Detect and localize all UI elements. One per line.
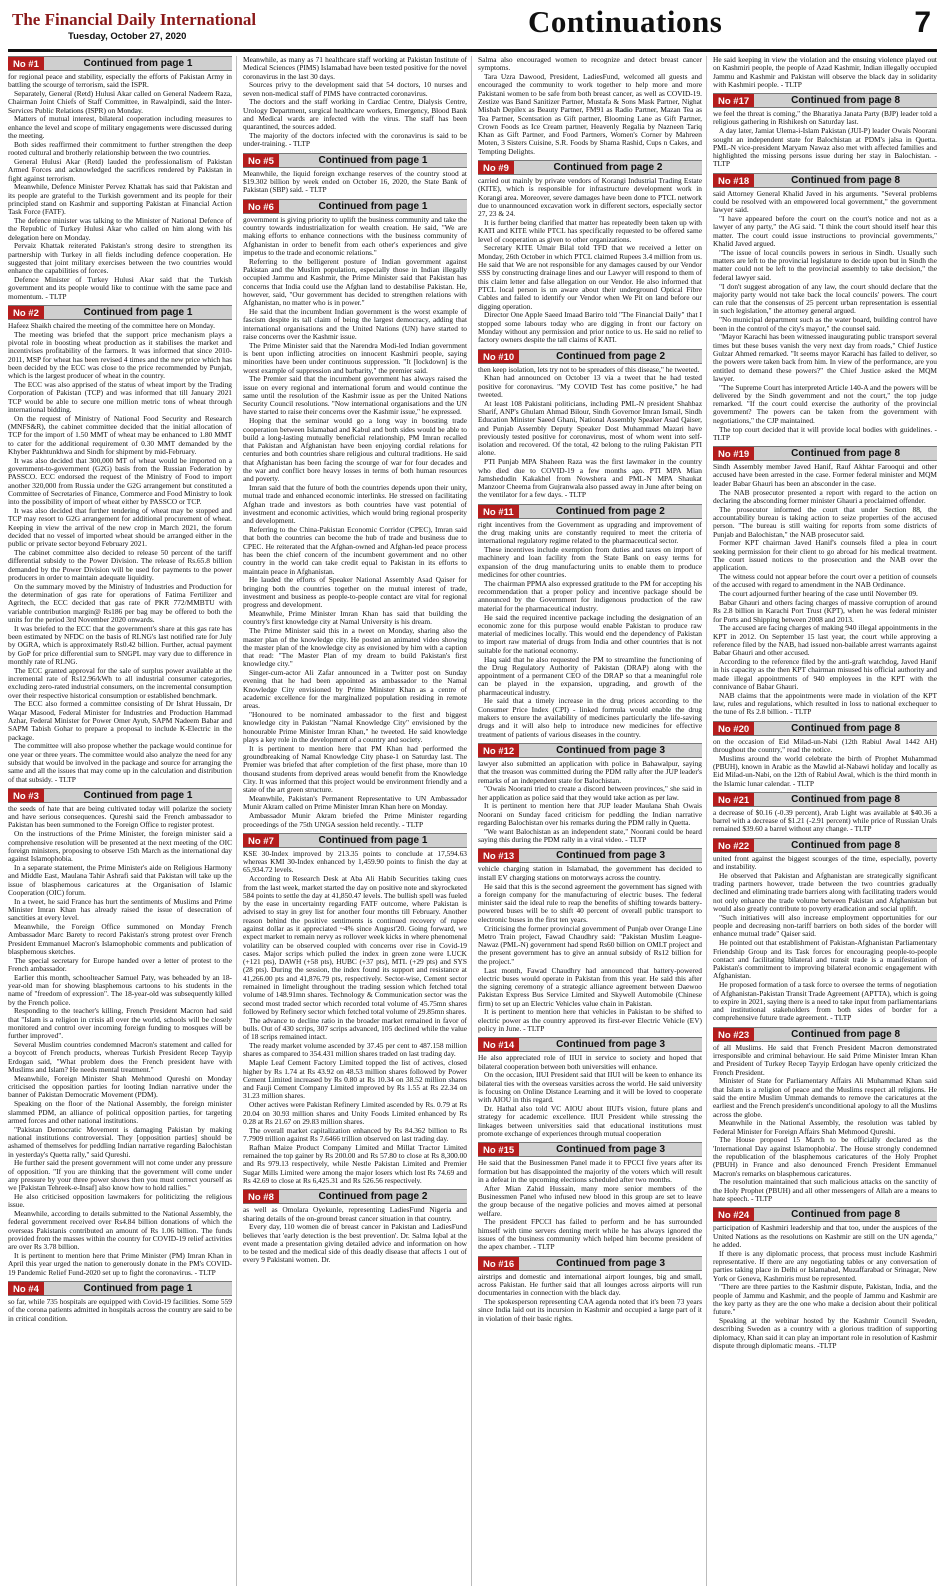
continuation-header xyxy=(243,153,467,168)
continuation-box xyxy=(713,56,937,89)
article-paragraph: NAB claims that the appointments were made in violation of the KPT law, rules and regulations, which resulted in loss to national exchequer to the tune of Rs 2.8 billion. - TLTP xyxy=(713,690,937,717)
continued-from-label: Continued from page 8 xyxy=(791,793,901,805)
article-paragraph: "No municipal department such as the water board, building control have been in the control of the city's mayor," the counsel said. xyxy=(713,315,937,333)
article-paragraph: Several Muslim countries condemned Macron's statement and called for a boycott of French products, whereas Turkish President Recep Tayyip Erdogan said, "What problem does the French president have with Muslims and Islam? He needs mental treatment." xyxy=(8,1040,232,1075)
continuation-number-badge: No #14 xyxy=(478,1038,519,1051)
article-paragraph: General Hulusi Akar (Retd) lauded the professionalism of Pakistan Armed Forces and acknowledged the sacrifices rendered by Pakistan in fight against terrorism. xyxy=(8,156,232,183)
article-paragraph: Referring to the belligerent posture of Indian government against Pakistan and the Muslim population, especially those in Indian illegally occupied Jammu and Kashmir, the Prime Minister said that Pakistan has concerns that India could use the Afghan land to destabilise Pakistan. He, however, said, "Our government has decided to strengthen relations with Afghanistan, no matter who is in power." xyxy=(243,256,467,308)
article-paragraph: Secretary KITE Umair Bilal told TFD that we received a letter on Monday, 26th October in which PTCL claimed Rupees 3.4 million from us. He said that We are not responsible for any damages caused by our Vendor SSS by constructing drainage lines and our Lawyer will respond to them of this claim letter and false allegation on our Vendor. He also informed that PTCL local person is un aware about their underground Optical Fibre Cables and failed to identify our Vendor when We Pit on land before our digging operation. xyxy=(478,243,702,311)
continued-from-label: Continued from page 8 xyxy=(791,1028,901,1040)
article-paragraph: He also appreciated role of IIUI in service to society and hoped that bilateral cooperation between both universities will enhance. xyxy=(478,1053,702,1071)
article-paragraph: He said keeping in view the violation and the ensuing violence played out on Kashmiri people, the people of Azad Kashmir, Indian illegally occupied Jammu and Kashmir and Pakistan will observe the black day in solidarity with Kashmiri people. - TLTP xyxy=(713,56,937,89)
article-paragraph: for regional peace and stability, especially the efforts of Pakistan Army in battling the scourge of terrorism, said the ISPR. xyxy=(8,72,232,90)
article-paragraph: The prosecutor informed the court that under Section 88, the accountability bureau is taking action to seize properties of the accused person. "The bureau is still waiting for reports from some districts of Punjab and Balochistan," the NAB prosecutor said. xyxy=(713,504,937,539)
article-paragraph: The doctors and the staff working in Cardiac Centre, Dialysis Centre, Urology Department, surgical healthcare workers, Emergency, Blood Bank and Medical wards are infected with the virus. The staff has been quarantined, the sources added. xyxy=(243,97,467,132)
article-paragraph: of all Muslims. He said that French President Macron demonstrated irresponsible and criminal behaviour. He said Prime Minister Imran Khan and President of Turkey Recep Tayyip Erdogan have openly criticized the French President. xyxy=(713,1042,937,1077)
article-paragraph: Sindh Assembly member Javed Hanif, Rauf Akhtar Farooqui and other accused have been arrested in the case. Former federal minister and MQM leader Babar Ghauri has been an absconder in the case. xyxy=(713,462,937,488)
article-paragraph: then keep isolation, lets try not to be spreaders of this disease," he tweeted. xyxy=(478,364,700,374)
continuation-box xyxy=(478,1037,702,1138)
article-paragraph: Speaking on the floor of the National Assembly, the foreign minister slammed PDM, an alliance of political opposition parties, for targeting armed forces and other national institutions. xyxy=(8,1099,232,1125)
article-paragraph: These incentives include exemption from duties and taxes on import of machinery and loan facility from the State Bank on easy terms for expansion of the drug manufacturing units to enable them to produce medicines for other countries. xyxy=(478,545,702,580)
continuation-number-badge: No #12 xyxy=(478,744,519,757)
article-paragraph: He said that the Businessmen Panel made it to FPCCI five years after its formation but has disappointed the majority of the voters which will result in a defeat in the upcoming elections scheduled after two months. xyxy=(478,1158,702,1184)
article-paragraph: "Mayor Karachi has been witnessed inaugurating public transport several times but these buses vanish the very next day from roads," Chief Justice Gulzar Ahmed remarked. "It seems mayor Karachi has failed to deliver, so the powers were taken back from him. In view of the performance, are you entitled to demand these powers?" the Chief Justice asked the MQM lawyer. xyxy=(713,332,937,383)
article-paragraph: Singer-cum-actor Ali Zafar announced in a Twitter post on Sunday evening that he had been appointed as ambassador to the Namal Knowledge City envisioned by Prime Minister Khan as a centre of academic excellence for the marginalized population residing in remote areas. xyxy=(243,668,467,711)
article-paragraph: He said that this is the second agreement the government has signed with a foreign company for the manufacturing of electric buses. The federal minister said the ideal rule to reap the benefits of shifting towards battery-powered buses will be to shift 40 percent of overall public transport to electronic buses in the first ten years. xyxy=(478,881,702,924)
article-paragraph: Meanwhile, Foreign Minister Shah Mehmood Qureshi on Monday criticised the opposition parties for looting Indian narrative under the banner of Pakistan Democratic Movement (PDM). xyxy=(8,1073,232,1100)
article-paragraph: united front against the biggest scourges of the time, especially, poverty and instability. xyxy=(713,853,937,872)
continuation-header xyxy=(478,1142,702,1157)
article-paragraph: Rafhan Maize Product Company Limited and Millat Tractor Limited remained the top gainer by Rs 200.00 and Rs 57.80 to close at Rs 8,300.00 and Rs 979.13 respectively, while Nestle Pakistan Limited and Premier Sugar Mills Limited were among the major losers which lost Rs 74.69 and Rs 42.69 to close at Rs 6,425.31 and Rs 526.56 respectively. xyxy=(243,1142,467,1185)
article-paragraph: The majority of the doctors infected with the coronavirus is said to be under-training. - TLTP xyxy=(243,131,467,149)
continuation-header xyxy=(8,305,232,320)
continued-from-label: Continued from page 8 xyxy=(791,839,901,851)
article-paragraph: After Mian Zahid Hussain, many more senior members of the Businessmen Panel who infused new blood in this group are set to leave the group because of the negative policies and moves aimed at personal welfare. xyxy=(478,1183,702,1218)
article-paragraph: "Pakistan Democratic Movement is damaging Pakistan by making national institutions controversial. They [opposition parties] should be ashamed of themselves for peddling Indian narrative regarding Balochistan in yesterday's Quetta rally," said Qureshi. xyxy=(8,1124,232,1159)
article-paragraph: The ECC granted approval for the sale of surplus power available at the incremental rate of Rs12.96/kWh to all industrial consumer categories, excluding zero-rated industrial consumers, on the incremental consumption over their respective historical consumption or established benchmark. xyxy=(8,665,232,700)
continuation-header xyxy=(8,56,232,71)
article-paragraph: vehicle charging station in Islamabad, the government has decided to install EV charging stations on motorways across the country. xyxy=(478,864,702,882)
continued-from-label: Continued from page 8 xyxy=(791,95,901,107)
article-paragraph: He said that the incumbent Indian government is the worst example of fascism despite its tall claim of being the largest democracy, adding that international organisations and the United Nations (UN) have started to raise concerns over the Kashmir issue. xyxy=(243,306,467,341)
page-title: Continuations xyxy=(528,4,723,39)
article-paragraph: government is giving priority to uplift the business community and take the country towards industrialization for wealth creation. He said, "We are making efforts to enhance connections with the business community of Afghanistan in order to benefit from each other's experiences and give impetus to the trade and economic relations." xyxy=(243,214,467,257)
article-paragraph: Meanwhile in the National Assembly, the resolution was tabled by Federal Minister for Foreign Affairs Shah Mehmood Qureshi. xyxy=(713,1118,937,1136)
article-paragraph: He observed that Pakistan and Afghanistan are strategically significant trading partners however, trade between the two countries gradually declined and eliminating trade barriers along with facilitating traders would not only enhance the trade volume between Pakistan and Afghanistan but would also greatly contribute to poverty eradication and social uplift. xyxy=(713,870,937,914)
continued-from-label: Continued from page 8 xyxy=(791,174,901,186)
continuation-number-badge: No #13 xyxy=(478,849,519,862)
continuation-header xyxy=(8,1281,232,1296)
article-paragraph: The Prime Minister said this in a tweet on Monday, sharing also the master plan of the knowledge city. He posted an animated video showing the master plan of the knowledge city as envisioned by him with a caption that read: "The Master Plan of my dream to build Pakistan's first knowledge city." xyxy=(243,626,467,669)
continuation-header xyxy=(478,743,702,758)
continued-from-label: Continued from page 1 xyxy=(83,307,193,319)
continued-from-label: Continued from page 8 xyxy=(791,448,901,460)
continued-from-label: Continued from page 1 xyxy=(83,1282,193,1294)
article-paragraph: "There are three parties to the Kashmir dispute, Pakistan, India, and the people of Jammu and Kashmir, and the people of Jammu and Kashmir are the key party as they are the one who make a decision about their political future." xyxy=(713,1282,937,1317)
article-paragraph: The overall market capitalization enhanced by Rs 84.362 billion to Rs 7.7909 trillion against Rs 7.6466 trillion observed on last trading day. xyxy=(243,1125,467,1143)
article-paragraph: In a separate statement, the Prime Minister's aide on Religious Harmony and Middle East, Maulana Tahir Ashrafi said that Pakistan will take up the issue of blasphemous caricatures at the Organisation of Islamic Cooperation (OIC) forum. xyxy=(8,862,232,897)
article-paragraph: Muslims around the world celebrate the birth of Prophet Muhammad (PBUH), known in Arabic as the Mawlid al-Nabawi holiday and locally as Eid Milad-un-Nabi, on the 12th of Rabiul Awal, which is the third month in the Islamic lunar calendar. - TLTP xyxy=(713,753,937,788)
article-paragraph: Babar Ghauri and others facing charges of massive corruption of around Rs 2.8 billion in Karachi Port Trust (KPT), when he was federal minister for Ports and Shipping between 2008 and 2013. xyxy=(713,597,937,624)
article-paragraph: Referring to the China-Pakistan Economic Corridor (CPEC), Imran said that both the countries can become the hub of trade and business due to CPEC. He reiterated that the Afghan-owned and Afghan-led peace process has been the chief concern of the incumbent government and no other country in the world can take credit equal to Pakistan in its efforts to maintain peace in Afghanistan. xyxy=(243,525,467,576)
publication-name: The Financial Daily International xyxy=(12,10,257,29)
article-paragraph: The chairman PPMA also expressed gratitude to the PM for accepting his recommendation that a proper policy and incentive package should be announced by the Government for indigenous production of the raw material for the pharmaceutical industry. xyxy=(478,578,702,613)
continued-from-label: Continued from page 3 xyxy=(556,1039,666,1051)
article-paragraph: It was also decided that 300,000 MT of wheat would be imported on a government-to-government (G2G) basis from the Russian Federation by PASSCO. ECC endorsed the request of the Ministry of Food to import another 320,000 from Russia under the G2G arrangement but constituted a Committee of Secretaries of Finance, Commerce and Food Ministry to look into the possibility of import of wheat either by PASSCO or TCP. xyxy=(8,455,232,507)
continuation-header xyxy=(478,160,702,175)
article-paragraph: Former KPT chairman Javed Hanif's counsels filed a plea in court seeking permission for their client to go abroad for his medical treatment. The court issued notices to the prosecution and the NAB over the application. xyxy=(713,538,937,573)
continuation-header xyxy=(713,792,937,807)
article-paragraph: It was briefed to the ECC that the government's share at this gas rate has been estimated by NFDC on the basis of RLNG's last notified rate for July by OGRA, which is approximately Rs0.42 billion. Further, actual payment by GoP for price differential sum to SNGPL may vary due to difference in monthly rate of RLNG. xyxy=(8,623,232,666)
continuation-header xyxy=(713,1027,937,1042)
continuation-header xyxy=(243,833,467,848)
article-paragraph: Meanwhile, as many as 71 healthcare staff working at Pakistan Institute of Medical Sciences (PIMS) Islamabad have been tested positive for the novel coronavirus in the last 30 days. xyxy=(243,56,467,81)
continuation-box xyxy=(8,305,232,784)
article-paragraph: the seeds of hate that are being cultivated today will polarize the society and have serious consequences. Qureshi said the French ambassador to Pakistan has been summoned to the Foreign Office to register protest. xyxy=(8,803,232,830)
article-paragraph: He also criticised opposition lawmakers for politicizing the religious issue. xyxy=(8,1192,232,1210)
news-column-3 xyxy=(478,56,707,1586)
article-paragraph: Tara Uzra Dawood, President, LadiesFund, welcomed all guests and encouraged the community to work together to help more and more Pakistani women to be safe from both breast cancer, as well as COVID-19. Zestize was Band Sanitizer Partner, Mustafa & Sons Mask Partner, Nighat Misbah Depilex as Beauty Partner, FM91 as Radio Partner, Mazan Tea as Tea Partner, Scentsation as Gift partner, Blooming Lane as Gift Partner, Crown Foods as Ice Cream partner, Heavenly Regalia by Nazneen Tariq Khan as Gift Partner, and Food Partners, Women's Corner by Mahreen Moten, 3 Sisters Cuisine, S.R. Foods by Shama Rashid, Cups n Cakes, and Tempting Delights. xyxy=(478,72,702,156)
continuation-number-badge: No #3 xyxy=(8,789,44,802)
continuation-box xyxy=(478,349,702,500)
continuation-box xyxy=(243,199,467,829)
news-column-4 xyxy=(713,56,937,1586)
continued-from-label: Continued from page 1 xyxy=(83,789,193,801)
article-paragraph: The meeting was briefed that the support price mechanism plays a pivotal role in boosting wheat production as it stabilises the market and incentivises profitability of the farmers. It was informed that since 2010-2011, MSP for wheat has been revised 4 times and the new price which has been decided by the ECC was close to the price recommended by Punjab, which is the largest producer of wheat in the country. xyxy=(8,329,232,381)
article-paragraph: Defence Minister of Turkey Hulusi Akar said that the Turkish government and its people would like to continue with the same pace and momentum. - TLTP xyxy=(8,275,232,301)
continuation-box xyxy=(8,788,232,1277)
article-paragraph: The witness could not appear before the court over a petition of counsels of the accused with regard to amendment in the NAB Ordinance. xyxy=(713,572,937,590)
article-paragraph: The ECC was also apprised of the status of wheat import by the Trading Corporation of Pakistan (TCP) and was informed that till January 2021 TCP would be able to secure one million metric tons of wheat through international bidding. xyxy=(8,380,232,414)
continued-from-label: Continued from page 3 xyxy=(556,850,666,862)
continuation-box xyxy=(478,56,702,156)
continuation-box xyxy=(243,833,467,1185)
continuation-number-badge: No #17 xyxy=(713,94,754,107)
continuation-number-badge: No #21 xyxy=(713,793,754,806)
continuation-header xyxy=(713,838,937,853)
continued-from-label: Continued from page 8 xyxy=(791,1209,901,1221)
continuation-header xyxy=(713,446,937,461)
article-paragraph: The House proposed 15 March to be officially declared as the 'International Day against Islamophobia'. The House strongly condemned the republication of the blasphemous caricatures of the Holy Prophet (PBUH) in France and also denounced French President Emmanuel Macron's remarks on blasphemous caricatures. xyxy=(713,1135,937,1178)
continuation-box xyxy=(713,1027,937,1204)
article-paragraph: On the occasion, IIUI President said that IIUI will be keen to enhance its bilateral ties with the overseas varsities across the world. He said university is focusing on Online Distance Learning and it will be loved to cooperate with AIOU in this regard. xyxy=(478,1070,702,1105)
continued-from-label: Continued from page 2 xyxy=(556,350,666,362)
article-paragraph: The ready market volume ascended by 37.45 per cent to 487.158 million shares as compared to 354.431 million shares traded on last trading day. xyxy=(243,1041,467,1059)
news-column-1 xyxy=(8,56,237,1586)
article-columns xyxy=(8,56,937,1586)
article-paragraph: lawyer also submitted an application with police in Bahawalpur, saying that the treason was committed during the PDM rally after the JUP leader's remarks of an independent state for Balochistan. xyxy=(478,758,702,785)
continuation-header xyxy=(8,788,232,803)
article-paragraph: At least 108 Pakistani politicians, including PML-N president Shahbaz Sharif, ANP's Ghulam Ahmad Bilour, Sindh Governor Imran Ismail, Sindh Education Minister Saeed Ghani, National Assembly Speaker Asad Qaiser, and Punjab Assembly Deputy Speaker Dost Muhammad Mazari have previously tested positive for coronavirus, most of whom went into self-isolation and recovered. Of the total, 42 belong to the ruling Pakistan PTI alone. xyxy=(478,398,702,458)
article-paragraph: said Attorney General Khalid Javed in his arguments. "Several problems could be resolved with an empowered local government," the government lawyer said. xyxy=(713,188,937,215)
article-paragraph: Earlier this month, schoolteacher Samuel Paty, was beheaded by an 18-year-old man for showing blasphemous cartoons to his students in the name of "freedom of expression". The 18-year-old was subsequently killed by the French police. xyxy=(8,972,232,1007)
article-paragraph: It is further being clarified that matter has repeatedly been taken up with KATI and KITE while PTCL has specifically requested to be offered same level of cooperation as given to other organizations. xyxy=(478,218,702,244)
continuation-number-badge: No #4 xyxy=(8,1282,44,1295)
article-paragraph: "I don't suggest abrogation of any law, the court should declare that the majority party would not take back the local councils' powers. The court can rule that the consensus of 25 percent urban representation is essential in such legislation," the attorney general argued. xyxy=(713,281,937,316)
continuation-box xyxy=(478,1142,702,1251)
article-paragraph: KSE 30-Index improved by 213.35 points to conclude at 17,594.63 whereas KMI 30-Index enhanced by 1,459.90 points to finish the day at 65,934.72 levels. xyxy=(243,848,467,875)
article-paragraph: Meanwhile, according to details submitted to the National Assembly, the federal government received over Rs4.84 billion donations of which the overseas Pakistanis contributed an amount of Rs 1.06 billion. The funds provided from the masses within the country for COVID-19 relief activities are over Rs 3.78 billion. xyxy=(8,1209,232,1252)
continuation-number-badge: No #11 xyxy=(478,505,519,518)
continuation-box xyxy=(478,1256,702,1323)
continuation-box xyxy=(713,173,937,442)
continuation-box xyxy=(243,56,467,149)
continuation-number-badge: No #15 xyxy=(478,1143,519,1156)
article-paragraph: Meanwhile, Pakistan's Permanent Representative to UN Ambassador Munir Akram called on Prime Minister Imran Khan here on Monday. xyxy=(243,794,467,812)
continuation-box xyxy=(713,721,937,788)
article-paragraph: right incentives from the Government as upgrading and improvement of the drug making units are constantly required to meet the criteria of international regulatory regime related to the pharmaceutical sector. xyxy=(478,519,702,546)
article-paragraph: "We want Balochistan as an independent state," Noorani could be heard saying this during the PDM rally in a viral video. - TLTP xyxy=(478,826,702,845)
continuation-header xyxy=(478,349,702,364)
article-paragraph: He pointed out that establishment of Pakistan-Afghanistan Parliamentary Friendship Group and its Task forces for encouraging people-to-people contact and facilitating bilateral and transit trade is a manifestation of Pakistan's commitment to improving bilateral economic engagement with Afghanistan. xyxy=(713,938,937,981)
article-paragraph: According to the reference filed by the anti-graft watchdog, Javed Hanif in his capacity as the then KPT chairman misused his official authority and made illegal appointments of 940 employees in the KPT with the connivance of Babar Ghauri. xyxy=(713,657,937,691)
article-paragraph: It is pertinent to mention here that vehicles in Pakistan to be shifted to electric power as the country approved its first-ever Electric Vehicle (EV) policy in June. - TLTP xyxy=(478,1007,702,1034)
news-column-2 xyxy=(243,56,472,1586)
continuation-number-badge: No #2 xyxy=(8,306,44,319)
continued-from-label: Continued from page 2 xyxy=(555,505,665,517)
article-paragraph: The committee will also propose whether the package would continue for one year or three years. The committee would also analyze the need for any subsidy that would be involved in the package and source for arranging the same and all the issues that may come up in the calculation and distribution of that subsidy. - TLTP xyxy=(8,741,232,784)
article-paragraph: According to Research Desk at Aba Ali Habib Securities taking cues from the last week, market started the day on positive note and skyrocketed 584 points to settle the day at 41,850.47 levels. The bullish spell was fueled by the ease in uncertainty regarding FATF outcome, where Pakistan is advised to stay in grey list for another four months till February. Another reason behind the positive sentiments is continued recovery of rupee against dollar as it appreciated ~4% since August'20. Going forward, we expect market to remain nervy as rollover week kicks in where phenomenal volatility can be observed coupled with concerns over rise in Covid-19 cases. Major scrips which pulled the index in green zone were LUCK (+121 pts), DAWH (+58 pts), HUBC (+37 pts), MTL (+29 pts) and SYS (28 pts). During the session, the index found its support and resistance at 41,266.00 pts and 41,876.79 pts, respectively. Sector-wise, Cement sector remained in limelight throughout the trading session which fetched total volume of 148.91mn shares. Technology & Communication sector was the second most traded sector which recorded total volume of 45.75mn shares followed by Refinery sector which fetched total volume of 29.85mn shares. xyxy=(243,874,467,1016)
article-paragraph: The Premier said that the incumbent government has always raised the issue on every regional and international forum and would continue the same until the resolution of the Kashmir issue as per the United Nations Security Council resolutions. "Now international organisations and the UN have started to raise their concerns over the Kashmir issue," he expressed. xyxy=(243,374,467,417)
article-paragraph: Every day, 110 women die of breast cancer in Pakistan and LadiesFund believes that 'early detection is the best prevention'. Dr. Salma Iqbal at the event made a presentation giving detailed advice and information on how to be tested and the medical side of this deadly disease that affects 1 out of every 9 Pakistani women. Dr. xyxy=(243,1222,467,1265)
article-paragraph: The defence minister was talking to the Minister of National Defence of the Republic of Turkey Hulusi Akar who called on him along with his delegation here on Monday. xyxy=(8,216,232,242)
continued-from-label: Continued from page 8 xyxy=(791,722,901,734)
article-paragraph: The court adjourned further hearing of the case until November 09. xyxy=(719,589,918,599)
continuation-number-badge: No #24 xyxy=(713,1208,754,1221)
article-paragraph: Minister of State for Parliamentary Affairs Ali Muhammad Khan said that Islam is a religion of peace and the Muslims respect all religions. He said the entire Muslim Ummah demands to remove the caricatures at the earliest and the French president's unconditional apology to all the Muslims across the globe. xyxy=(713,1076,937,1119)
continuation-box xyxy=(478,848,702,1033)
article-paragraph: Matters of mutual interest, bilateral cooperation including measures to enhance the level and scope of military engagements were discussed during the meeting. xyxy=(8,114,232,141)
article-paragraph: It is pertinent to mention here that Prime Minister (PM) Imran Khan in April this year urged the nation to generously donate in the PM's COVID-19 Pandemic Relief Fund-2020 set up to fight the coronavirus. - TLTP xyxy=(8,1251,232,1277)
continued-from-label: Continued from page 1 xyxy=(318,154,428,166)
article-paragraph: PTI Punjab MPA Shaheen Raza was the first lawmaker in the country who died due to COVID-19 a few months ago. PTI MPA Mian Jamshedudin Kakakhel from Nowshera and PML-N MPA Shaukat Manzoor Cheema from Gujranwala also passed away in June after being on the ventilator for a few days. - TLTP xyxy=(478,457,702,500)
continuation-header xyxy=(713,721,937,736)
article-paragraph: He proposed formation of a task force to oversee the terms of negotiation of Afghanistan-Pakistan Transit Trade Agreement (APTTA), which is going to expire in 2021, saying there is a need to take input from parliamentarians and institutional stakeholders from both sides of border for a comprehensive future trade agreement. - TLTP xyxy=(713,980,937,1023)
article-paragraph: Separately, General (Retd) Hulusi Akar called on General Nadeem Raza, Chairman Joint Chiefs of Staff Committee, in Rawalpindi, said the Inter-Services Public Relations (ISPR) on Monday. xyxy=(8,89,232,115)
continuation-number-badge: No #19 xyxy=(713,447,754,460)
article-paragraph: In a tweet, he said France has hurt the sentiments of Muslims and Prime Minister Imran Khan has already raised the issue of desecration of sanctities at every level. xyxy=(8,896,232,923)
continued-from-label: Continued from page 1 xyxy=(83,58,193,69)
article-paragraph: Maple Leaf Cement Factory Limited topped the list of actives, closed higher by Rs 1.74 at Rs 43.92 on 48.53 million shares followed by Power Cement Limited increased by Rs 0.80 at Rs 10.34 on 38.52 million shares and Fauji Cement Company Limited improved by Rs 1.55 at Rs 22.34 on 31.23 million shares. xyxy=(243,1058,467,1101)
continuation-box xyxy=(478,160,702,344)
article-paragraph: Sources privy to the development said that 54 doctors, 10 nurses and seven non-medical staff of PIMS have contracted coronavirus. xyxy=(243,80,467,98)
continuation-box xyxy=(713,446,937,716)
article-paragraph: Meanwhile, Prime Minister Imran Khan has said that building the country's first knowledge city at Namal University is his dream. xyxy=(243,609,467,627)
continuation-number-badge: No #1 xyxy=(8,57,44,70)
article-paragraph: The special secretary for Europe handed over a letter of protest to the French ambassador. xyxy=(8,955,232,973)
article-paragraph: It is pertinent to mention here that PM Khan had performed the groundbreaking of Namal Knowledge City phase-1 on Saturday last. The Premier was briefed that after completion of the first phase, more than 10 thousand students from deprived areas would benefit from the Knowledge City. It was informed that this project would be environment friendly and a state of the art green structure. xyxy=(243,743,467,795)
article-paragraph: as well as Omolara Oyekunle, representing LadiesFund Nigeria and sharing details of the on-ground breast cancer situation in that country. xyxy=(243,1205,467,1223)
article-paragraph: on the occasion of Eid Milad-un-Nabi (12th Rabiul Awal 1442 AH) throughout the country," read the notice. xyxy=(713,736,937,754)
continuation-number-badge: No #22 xyxy=(713,839,754,852)
article-paragraph: It was also decided that further tendering of wheat may be stopped and TCP may resort to G2G arrangement for additional procurement of wheat. Keeping in view the arrival of the new crop in March 2021, the forum decided that no vessel of imported wheat should be arranged either in the public or private sector beyond February 2021. xyxy=(8,506,232,549)
article-paragraph: "Owais Noorani tried to create a discord between provinces," she said in her application as police said that they would take action as per law. xyxy=(478,784,702,802)
article-paragraph: It is pertinent to mention here that JUP leader Maulana Shah Owais Noorani on Sunday faced criticism for peddling the Indian narrative regarding Balochistan over his remarks during the PDM rally in Quetta. xyxy=(478,801,702,828)
continuation-header xyxy=(243,1189,467,1204)
continuation-number-badge: No #8 xyxy=(243,1190,279,1203)
article-paragraph: Meanwhile, Defence Minister Pervez Khattak has said that Pakistan and its people are grateful to the Turkish government and its people for their principled stand on Kashmir and supporting Pakistan at Financial Action Task Force (FATF). xyxy=(8,182,232,217)
continuation-box xyxy=(8,56,232,301)
article-paragraph: He said the required incentive package including the designation of an economic zone for this purpose would enable Pakistan to produce raw material of medicines locally. This would end the dependency of Pakistan to import raw material of drugs from India and other countries that is not suitable for the national economy. xyxy=(478,612,702,655)
article-paragraph: He said that a timely increase in the drug prices according to the Consumer Price Index (CPI) - linked formula would enable the drug makers to ensure the availability of medicines particularly the life-saving drugs and it will also help to introduce new medicines for effective treatment of patients of various diseases in the country. xyxy=(478,696,702,739)
continuation-box xyxy=(8,1281,232,1323)
article-paragraph: The spokesperson representing CAA agenda noted that it's been 73 years since India laid out its incursion in Kashmir and occupied a large part of it in violation of their basic rights. xyxy=(478,1297,702,1323)
article-paragraph: Pervaiz Khattak reiterated Pakistan's strong desire to strengthen its partnership with Turkey in all fields including defence cooperation. He suggested that joint military exercises between the two countries would enhance the capabilities of forces. xyxy=(8,241,232,276)
article-paragraph: He lauded the efforts of Speaker National Assembly Asad Qaiser for bringing both the countries together on the mutual interest of trade, investment and business as people-to-people contact are vital for regional progress and development. xyxy=(243,575,467,610)
continuation-header xyxy=(243,199,467,214)
article-paragraph: The Prime Minister said that the Narendra Modi-led Indian government is bent upon inflicting atrocities on innocent Kashmiri people, saying minorities have been under continuous suppression. "It [lockdown] is the worst example of suppression and barbarity," the premier said. xyxy=(243,340,467,375)
article-paragraph: The advance to decline ratio in the broader market remained in favor of bulls. Out of 430 scrips, 307 scrips advanced, 105 declined while the value of 18 scrips remained intact. xyxy=(243,1015,467,1042)
article-paragraph: Other actives were Pakistan Refinery Limited ascended by Rs. 0.79 at Rs 20.04 on 30.93 million shares and Unity Foods Limited enhanced by Rs 0.28 at Rs 21.67 on 29.83 million shares. xyxy=(243,1100,467,1126)
masthead xyxy=(8,4,937,52)
article-paragraph: The top court decided that it will provide local bodies with guidelines. - TLTP xyxy=(713,424,937,442)
article-paragraph: "The issue of local councils powers in serious in Sindh. Usually such matters are left to the provincial legislature to decide upon but in Sindh the matter could not be left to the provincial assembly to take decision," the federal lawyer said. xyxy=(713,247,937,282)
continued-from-label: Continued from page 3 xyxy=(556,744,666,756)
article-paragraph: Imran said that the future of both the countries depends upon their unity, mutual trade and enhanced economic interlinks. He stressed on facilitating Afghan trade and investors as both countries have vast potential of investment and economic activities, which would bring regional prosperity and development. xyxy=(243,483,467,526)
continued-from-label: Continued from page 2 xyxy=(553,162,663,174)
continuation-header xyxy=(478,1256,702,1271)
article-paragraph: Haq said that he also requested the PM to streamline the functioning of the Drug Regulatory Authority of Pakistan (DRAP) along with the appointment of a permanent CEO of the DRAP so that a meaningful role can be played in the expansion, upgrading, and growth of the pharmaceutical industry. xyxy=(478,654,702,697)
continuation-number-badge: No #23 xyxy=(713,1028,754,1041)
article-paragraph: The NAB prosecutor presented a report with regard to the action on declaring the absconding former minister Ghauri a proclaimed offender. xyxy=(713,487,937,505)
page-number: 7 xyxy=(914,6,931,39)
continuation-number-badge: No #10 xyxy=(478,350,519,363)
article-paragraph: A day later, Jamiat Ulema-i-Islam Pakistan (JUI-P) leader Owais Noorani sought an independent state for Balochistan at PDM's jalsa in Quetta. PML-N vice-president Maryam Nawaz also met with affected families and highlighted the missing persons issue during her stay in Balochistan. - TLTP xyxy=(713,126,937,169)
article-paragraph: The cabinet committee also decided to release 50 percent of the tariff differential subsidy to the Power Division. The release of Rs.65.8 billion demanded by the Power Division will be used for payments to the power producers in order to maintain adequate liquidity. xyxy=(8,548,232,582)
continuation-header xyxy=(478,1037,702,1052)
article-paragraph: The ECC also formed a committee consisting of Dr Ishrat Hussain, Dr Waqar Masood, Federal Minister for Industries and Production Hammad Azhar, Federal Minister for Power Omer Ayub, SAPM Nadeem Babar and SAPM Tabish Gohar to prepare a proposal to include K-Electric in the package. xyxy=(8,699,232,742)
article-paragraph: Speaking at the webinar hosted by the Kashmir Council Sweden, describing Sweden as a country with a glorious tradition of supporting diplomacy, Khan said it can play an important role in resolution of Kashmir dispute through diplomatic means. -TLTP xyxy=(713,1316,937,1350)
article-paragraph: Hoping that the seminar would go a long way in boosting trade cooperation between Islamabad and Kabul and both sides would be able to build a long-lasting mutually beneficial relationship, PM Imran recalled that Pakistan and Afghanistan have been enjoying cordial relations for centuries and both countries share religious and cultural traditions. He said that Afghanistan has been facing the scourge of war for four decades and the war and conflict bore heavy losses in terms of both human resources and poverty. xyxy=(243,416,467,484)
article-paragraph: Meanwhile, the liquid foreign exchange reserves of the country stood at $19.302 billion by week ended on October 16, 2020, the State Bank of Pakistan (SBP) said. - TLTP xyxy=(243,168,467,195)
article-paragraph: The president FPCCI has failed to perform and he has surrounded himself with time servers denting merit while he has always ignored the issues of the business community which helped him become president of the apex chamber. - TLTP xyxy=(478,1217,702,1252)
article-paragraph: "Such initiatives will also increase employment opportunities for our people and decreasing non-tariff barriers on both sides of the border will enhance mutual trade" Qaiser said. xyxy=(713,912,937,939)
article-paragraph: Khan had announced on October 13 via a tweet that he had tested positive for coronavirus. "My COVID Test has come positive," he had tweeted. xyxy=(478,373,702,399)
article-paragraph: Hafeez Shaikh chaired the meeting of the committee here on Monday. xyxy=(8,321,215,331)
article-paragraph: a decrease of $0.16 (-0.39 percent), Arab Light was available at $40.36 a barrel with a decrease of $1.21 (-2.91 percent) while price of Russian Urals remained $39.60 a barrel without any change. - TLTP xyxy=(713,807,937,834)
continuation-header xyxy=(713,1207,937,1222)
continuation-number-badge: No #7 xyxy=(243,834,279,847)
continuation-header xyxy=(478,848,702,863)
continued-from-label: Continued from page 3 xyxy=(556,1257,666,1269)
continuation-number-badge: No #6 xyxy=(243,200,279,213)
article-paragraph: Responding to the teacher's killing, French President Macron had said that "Islam is a religion in crisis all over the world, schools will be closely monitored and control over incoming foreign funding to mosques will be further improved". xyxy=(8,1006,232,1041)
article-paragraph: we feel the threat is coming," the Bharatiya Janata Party (BJP) leader told a religious gathering in Rishikesh on Saturday last. xyxy=(713,109,937,127)
article-paragraph: Dr. Hathal also told VC AIOU about IIUI's vision, future plans and strategy for academic excellence. IIUI President while stressing the linkages between universities said that educational institutions must promote exchange of experiences through mutual cooperation xyxy=(478,1104,702,1139)
continuation-header xyxy=(478,504,702,519)
continued-from-label: Continued from page 1 xyxy=(318,834,428,846)
article-paragraph: so far, while 735 hospitals are equipped with Covid-19 facilities. Some 559 of the corona patients admitted in hospitals across the country are said to be in critical condition. xyxy=(8,1296,232,1323)
continued-from-label: Continued from page 2 xyxy=(318,1191,428,1203)
article-paragraph: The resolution maintained that such malicious attacks on the sanctity of the Holy Prophet (PBUH) and all other messengers of Allah are a means to hate speech. - TLTP xyxy=(713,1177,937,1204)
continuation-box xyxy=(713,792,937,834)
article-paragraph: Salma also encouraged women to recognize and detect breast cancer symptoms. xyxy=(478,56,702,73)
article-paragraph: participation of Kashmiri leadership and that too, under the auspices of the United Nations as the resolutions on Kashmir are still on the UN agenda," he added. xyxy=(713,1223,937,1249)
article-paragraph: Meanwhile, the Foreign Office summoned on Monday French Ambassador Marc Barety to record Pakistan's strong protest over French President Emmanuel Macron's Islamophobic comments and publication of blasphemous sketches. xyxy=(8,922,232,956)
article-paragraph: On the summary moved by the Ministry of Industries and Production for the determination of gas rate for operations of Fatima Fertilizer and Agritech, the ECC decided that gas rate of PKR 772/MMBTU with variable contribution margin@ Rs186 per bag may be offered to both the units for the period 3rd November 2020 onwards. xyxy=(8,581,232,624)
article-paragraph: On the request of Ministry of National Food Security and Research (MNFS&R), the cabinet committee decided that the initial allocation of TCP for the import of 1.50 MMT of wheat may be enhanced to 1.80 MMT to cater for the additional requirement of 0.30 MMT demanded by the Khyber Pakhtunkhwa and Sindh for shipment by mid-February. xyxy=(8,413,232,456)
continuation-number-badge: No #18 xyxy=(713,174,754,187)
continuation-box xyxy=(713,93,937,169)
continuation-box xyxy=(243,1189,467,1265)
article-paragraph: The accused are facing charges of making 940 illegal appointments in the KPT in 2012. On September 15 last year, the court while approving a reference filed by the NAB, had issued non-bailable arrest warrants against Babar Ghauri and other accused. xyxy=(713,623,937,658)
continued-from-label: Continued from page 3 xyxy=(556,1144,666,1156)
article-paragraph: carried out mainly by private vendors of Korangi Industrial Trading Estate (KITE), which is responsible for infrastructure development work in Korangi area. Moreover, severe damages have been done to PTCL network due to unannounced excavation work in different sectors, especially sector 27, 23 & 24. xyxy=(478,176,702,219)
article-paragraph: On the instructions of the Prime Minister, the foreign minister said a comprehensive resolution will be presented at the next meeting of the OIC foreign ministers, proposing to observe 15th March as the international day against Islamophobia. xyxy=(8,829,232,864)
article-paragraph: Director One Apple Saeed Imaad Bariro told "The Financial Daily" that I stopped some labours today who are digging in front our factory on Monday without any permission and prior notice to us. He said no relief to factory owners despite the tall claims of KATI. xyxy=(478,310,702,345)
continuation-number-badge: No #16 xyxy=(478,1257,519,1270)
article-paragraph: He further said the present government will not come under any pressure of opposition. "If you are thinking that the government will come under any pressure by your three power shows then you must correct yourself as we [Pakistan Tehreek-e-Insaf] also know how to hold rallies." xyxy=(8,1158,232,1193)
continuation-box xyxy=(478,504,702,739)
article-paragraph: "The Supreme Court has interpreted Article 140-A and the powers will be delivered by the Sindh government and not the court," the top judge remarked. "If the court could exercise the authority of the provincial government? The powers can be taken from the government with negotiations," the CJP maintained. xyxy=(713,382,937,425)
continuation-box xyxy=(478,743,702,844)
continuation-number-badge: No #9 xyxy=(478,161,514,174)
continuation-header xyxy=(713,173,937,188)
article-paragraph: Last month, Fawad Chaudhry had announced that battery-powered electric buses would operate in Pakistan from this year. He said this after the signing ceremony of a strategic alliance agreement between Daewoo Pakistan Express Bus Service Limited and Skywell Automobile (Chinese firm) to set up an Electric Vehicles value chain in Pakistan. xyxy=(478,965,702,1008)
continuation-number-badge: No #20 xyxy=(713,722,754,735)
article-paragraph: Criticising the former provincial government of Punjab over Orange Line Metro Train project, Fawad Chaudhry said: "Pakistan Muslim League-Nawaz (PML-N) government had spend Rs60 billion on OMLT project and the present government has to give an annual subsidy of Rs12 billion for the project." xyxy=(478,923,702,966)
continuation-box xyxy=(713,1207,937,1350)
article-paragraph: airstrips and domestic and international airport lounges, big and small, across Pakistan. He further said that all lounges across airports will run documentaries in connection with the black day. xyxy=(478,1271,702,1298)
continuation-box xyxy=(713,838,937,1023)
continuation-header xyxy=(713,93,937,108)
article-paragraph: Both sides reaffirmed their commitment to further strengthen the deep rooted cultural and brotherly relationship between the two countries. xyxy=(8,139,232,158)
article-paragraph: "I have appeared before the court on the court's notice and not as a lawyer of any party," the AG said. "I think the court should itself hear this matter. The court could issue instructions to provincial governments," Khalid Javed argued. xyxy=(713,214,937,249)
continued-from-label: Continued from page 1 xyxy=(318,200,428,212)
article-paragraph: Ambassador Munir Akram briefed the Prime Minister regarding proceedings of the 75th UNGA session held recently. - TLTP xyxy=(243,811,467,829)
publication-date: Tuesday, October 27, 2020 xyxy=(68,31,187,42)
article-paragraph: If there is any diplomatic process, that process must include Kashmiri representative. If there are any negotiating tables or any conversation of parties taking place in Delhi or Islamabad, Muzaffarabad or Srinagar, New York or Geneva, Kashmiris must be represented. xyxy=(713,1248,937,1283)
article-paragraph: "Honoured to be nominated ambassador to the first and biggest knowledge city in Pakistan "Namal Knowledge City" envisioned by the honourable Prime Minister Imran Khan," he tweeted. He said knowledge plays a key role in the development of a country and society. xyxy=(243,710,467,745)
continuation-box xyxy=(243,153,467,195)
continuation-number-badge: No #5 xyxy=(243,154,279,167)
